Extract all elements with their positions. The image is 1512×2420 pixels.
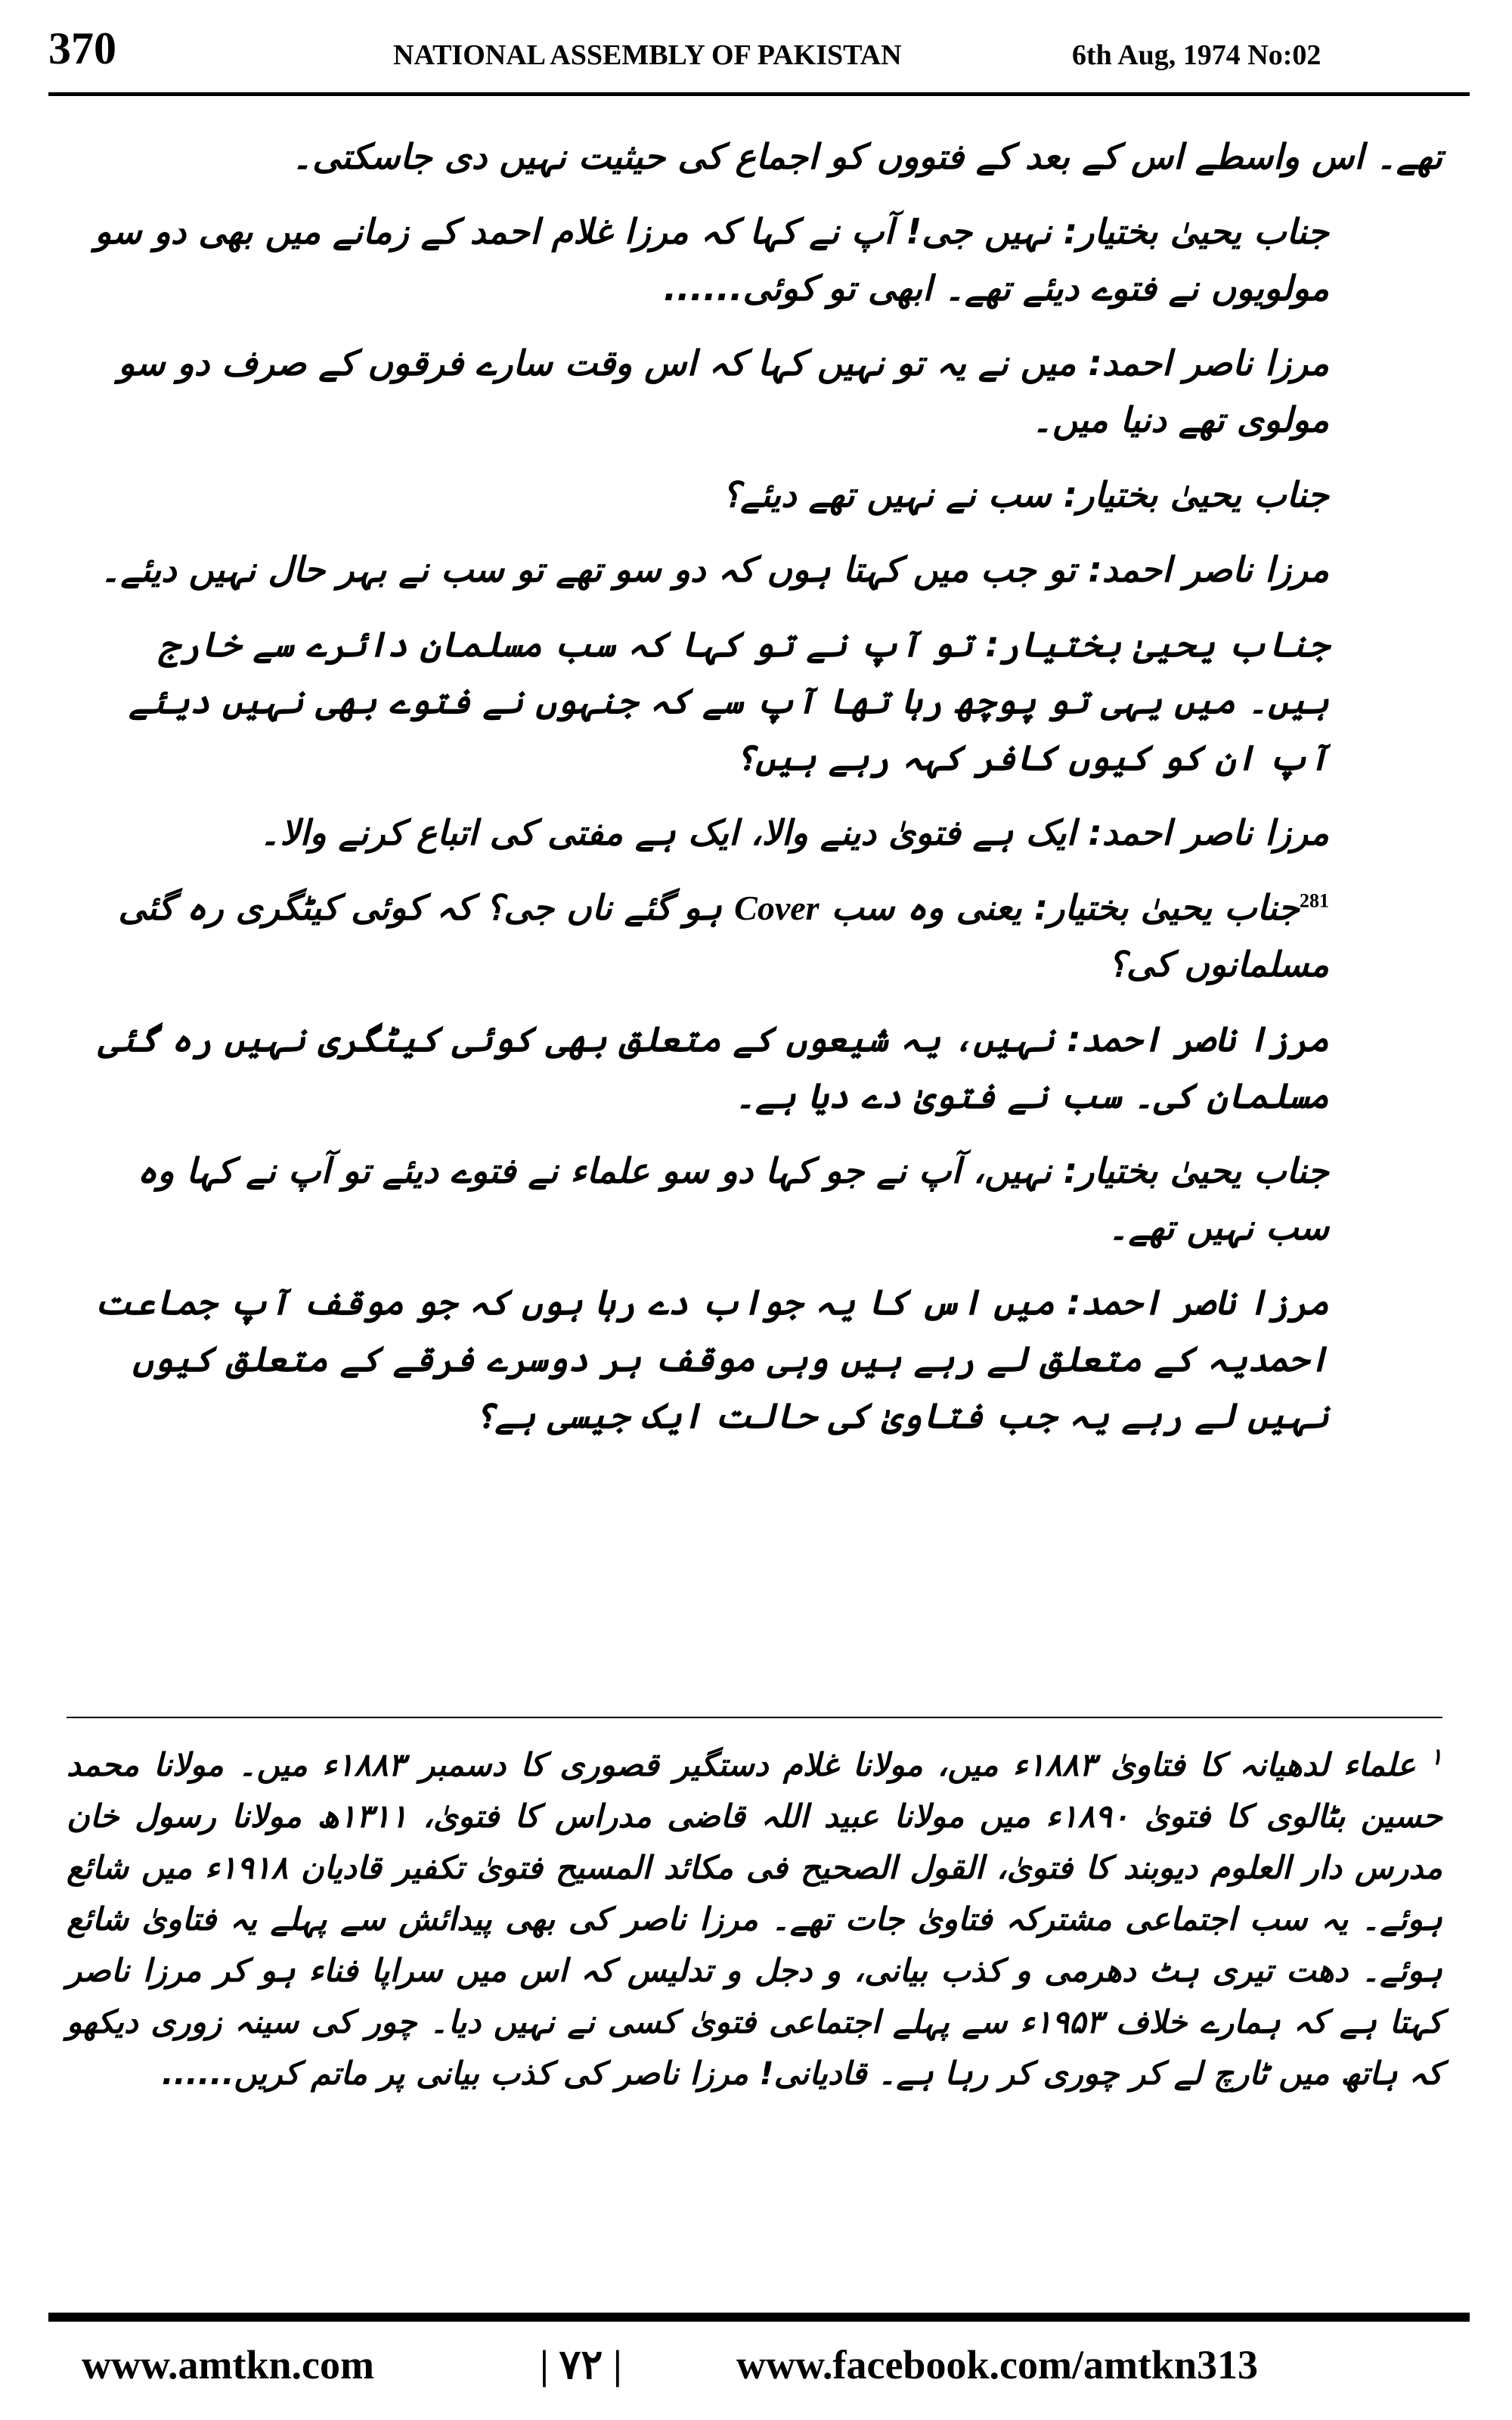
speaker-name: جناب یحییٰ بختیار: xyxy=(1063,474,1329,515)
dialogue-paragraph xyxy=(67,541,1442,598)
dialogue-paragraph xyxy=(67,335,1442,448)
english-word: Cover xyxy=(734,889,820,927)
original-page-reference: 281 xyxy=(1300,889,1329,912)
session-date: 6th Aug, 1974 No:02 xyxy=(1072,39,1321,71)
running-header xyxy=(393,41,1474,70)
dialogue-text: ہو گئے ناں جی؟ کہ کوئی کیٹگری رہ گئی مسلمانوں کی؟ xyxy=(118,887,1329,985)
website-link[interactable]: www.amtkn.com xyxy=(82,2342,374,2387)
dialogue-paragraph xyxy=(67,203,1442,317)
speaker-name: مرزا ناصر احمد: xyxy=(1088,549,1329,590)
footnote-marker: ۱ xyxy=(1430,1744,1442,1770)
speaker-name: جناب یحییٰ بختیار: xyxy=(1063,211,1329,252)
footnote-text: علماء لدھیانہ کا فتاویٰ ۱۸۸۳ء میں، مولانا غلام دستگیر قصوری کا دسمبر ۱۸۸۳ء میں۔ مولانا محمد حسین بٹالوی کا فتویٰ ۱۸۹۰ء میں مولانا عبید اللہ قاضی مدراس کا فتویٰ، ۱۳۱۱ھ مولانا رسول خان مدرس دار العلوم دیوبند کا فتویٰ، القول الصحیح فی مکائد المسیح فتویٰ تکفیر قادیان ۱۹۱۸ء میں شائع ہوئے۔ یہ سب اجتماعی مشترکہ فتاویٰ جات تھے۔ مرزا ناصر کی بھی پیدائش سے پہلے یہ فتاویٰ شائع ہوئے۔ دھت تیری ہٹ دھرمی و کذب بیانی، و دجل و تدلیس کہ اس میں سراپا فناء ہو کر مرزا ناصر کہتا ہے کہ ہمارے خلاف ۱۹۵۳ء سے پہلے اجتماعی فتویٰ کسی نے نہیں دیا۔ چور کی سینہ زوری دیکھو کہ ہاتھ میں ٹارچ لے کر چوری کر رہا ہے۔ قادیانی! مرزا ناصر کی کذب بیانی پر ماتم کریں...... xyxy=(67,1746,1442,2092)
dialogue-text: یعنی وہ سب xyxy=(819,887,1034,928)
dialogue-text: میں نے یہ تو نہیں کہا کہ اس وقت سارے فرقوں کے صرف دو سو مولوی تھے دنیا میں۔ xyxy=(118,343,1329,440)
footer-bar xyxy=(48,2313,1470,2322)
speaker-name: مرزا ناصر احمد: xyxy=(1088,812,1329,853)
speaker-name: جناب یحییٰ بختیار: xyxy=(1033,887,1300,928)
speaker-name: مرزا ناصر احمد: xyxy=(1088,343,1329,383)
dialogue-text: نہیں جی! آپ نے کہا کہ مرزا غلام احمد کے زمانے میں بھی دو سو مولویوں نے فتوے دیئے تھے۔ ابھی تو کوئی...... xyxy=(94,211,1329,309)
facebook-link[interactable]: www.facebook.com/amtkn313 xyxy=(736,2342,1258,2387)
speaker-name: مرزا ناصر احمد: xyxy=(1067,1282,1329,1323)
footnote-rule xyxy=(67,1717,1442,1718)
dialogue-text: نہیں، آپ نے جو کہا دو سو علماء نے فتوے دیئے تو آپ نے کہا وہ سب نہیں تھے۔ xyxy=(137,1150,1329,1248)
dialogue-paragraph xyxy=(67,616,1442,786)
footnote xyxy=(67,1739,1442,2099)
dialogue-paragraph xyxy=(67,1274,1442,1444)
dialogue-paragraph xyxy=(67,1143,1442,1256)
dialogue-paragraph xyxy=(67,467,1442,523)
dialogue-text: نہیں، یہ شیعوں کے متعلق بھی کوئی کیٹگری نہیں رہ گئی مسلمان کی۔ سب نے فتویٰ دے دیا ہے۔ xyxy=(98,1019,1329,1116)
dialogue-text: ایک ہے فتویٰ دینے والا، ایک ہے مفتی کی اتباع کرنے والا۔ xyxy=(259,812,1089,853)
dialogue-text: تو جب میں کہتا ہوں کہ دو سو تھے تو سب نے بہر حال نہیں دیئے۔ xyxy=(100,549,1089,590)
publication-title: NATIONAL ASSEMBLY OF PAKISTAN xyxy=(393,39,902,71)
dialogue-paragraph xyxy=(67,1011,1442,1125)
dialogue-text: سب نے نہیں تھے دیئے؟ xyxy=(722,474,1064,515)
speaker-name: جناب یحییٰ بختیار: xyxy=(985,624,1329,665)
header-rule xyxy=(48,92,1470,96)
dialogue-paragraph xyxy=(67,805,1442,861)
speaker-name: جناب یحییٰ بختیار: xyxy=(1063,1150,1329,1191)
paragraph-text: تھے۔ اس واسطے اس کے بعد کے فتووں کو اجماع کی حیثیت نہیں دی جاسکتی۔ xyxy=(292,136,1442,177)
footer-page-code: | ۷۲ | xyxy=(540,2342,622,2387)
dialogue-text: میں اس کا یہ جواب دے رہا ہوں کہ جو موقف آپ جماعت احمدیہ کے متعلق لے رہے ہیں وہی موقف ہر دوسرے فرقے کے متعلق کیوں نہیں لے رہے یہ جب فتاویٰ کی حالت ایک جیسی ہے؟ xyxy=(94,1282,1329,1436)
page-number: 370 xyxy=(48,23,116,73)
dialogue-text: تو آپ نے تو کہا کہ سب مسلمان دائرے سے خارج ہیں۔ میں یہی تو پوچھ رہا تھا آپ سے کہ جنہوں نے فتوے بھی نہیں دیئے آپ ان کو کیوں کافر کہہ رہے ہیں؟ xyxy=(129,624,1329,778)
dialogue-paragraph xyxy=(67,880,1442,993)
transcript-body xyxy=(67,129,1442,1463)
speaker-name: مرزا ناصر احمد: xyxy=(1067,1019,1329,1060)
paragraph-continuation xyxy=(67,129,1442,185)
